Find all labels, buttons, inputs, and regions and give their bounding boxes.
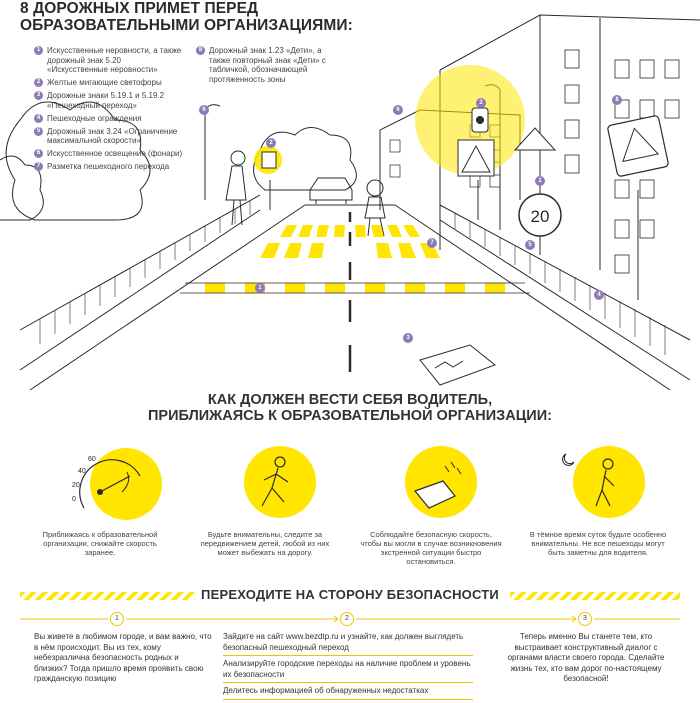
item-text: Пешеходные ограждения [47,113,142,123]
list-item [34,114,184,124]
action-item [223,686,473,700]
marker-3-badge: 3 [403,333,413,343]
item-number: 5 [34,127,43,136]
speed-limit-sign-text: 20 [530,207,550,226]
marker-5-badge: 5 [525,240,535,250]
item-text: Искусственные неровности, а также дорожный знак 5.20 «Искусственные неровности» [47,46,182,74]
driver-tip-2: Будьте внимательны, следите за передвижением детей, любой из них может выбежать на дорогу. [200,530,330,557]
speed-tick-0: 0 [72,496,76,503]
item-number: 3 [34,91,43,100]
driver-tip-1: Приближаясь к образовательной организации, снижайте скорость заранее. [42,530,158,557]
list-item [196,46,328,84]
driver-heading [0,392,700,424]
page-title [20,0,353,34]
speed-tick-20: 20 [72,482,80,489]
step-1-badge: 1 [110,612,124,626]
step-3-badge: 3 [578,612,592,626]
marker-2-badge: 2 [266,138,276,148]
marker-8-badge: 8 [612,95,622,105]
title-line-2: ОБРАЗОВАТЕЛЬНЫМИ ОРГАНИЗАЦИЯМИ: [20,17,353,34]
item-number: 1 [34,46,43,55]
marker-4-badge: 4 [594,290,604,300]
item-text: Разметка пешеходного перехода [47,162,170,171]
list-item [34,46,184,75]
item-number: 4 [34,114,43,123]
item-number: 7 [34,162,43,171]
action-item [223,659,473,683]
action-item-text: Делитесь информацией об обнаруженных недостатках [223,686,429,695]
steps-row [20,612,680,626]
call-to-action-text: Вы живете в любимом городе, и вам важно, что в нём происходит. Вы из тех, кому небезразлична безопасность родных и близких? Тогда пришло время проявить свою гражданскую позицию [34,632,212,683]
item-number: 8 [196,46,205,55]
list-item [34,91,184,110]
list-item [34,162,184,172]
brake-pedal-icon [385,446,495,521]
marker-7-badge: 7 [427,238,437,248]
list-item [34,78,184,88]
item-number: 6 [34,149,43,158]
action-item-text: Анализируйте городские переходы на наличие проблем и уровень их безопасности [223,659,471,679]
running-child-icon [222,446,332,521]
driver-heading-line-2: ПРИБЛИЖАЯСЬ К ОБРАЗОВАТЕЛЬНОЙ ОРГАНИЗАЦИИ: [148,408,552,424]
marker-6b-badge: 6 [393,105,403,115]
marker-1b-badge: 1 [535,176,545,186]
driver-tip-4: В тёмное время суток будьте особенно внимательны. Не все пешеходы могут быть заметны для водителя. [529,530,667,557]
list-item [34,149,184,159]
actions-list [223,632,473,703]
conclusion-text: Теперь именно Вы станете тем, кто выстраивает конструктивный диалог с органами власти своего города. Сделайте жизнь тех, кто вам дорог по-настоящему безопасной! [507,632,665,683]
crossing-heading: ПЕРЕХОДИТЕ НА СТОРОНУ БЕЗОПАСНОСТИ [201,587,499,602]
step-2-badge: 2 [340,612,354,626]
item-text: Дорожные знаки 5.19.1 и 5.19.2 «Пешеходный переход» [47,91,165,110]
action-item-text: Зайдите на сайт www.bezdtp.ru и узнайте, как должен выглядеть безопасный пешеходный переход [223,632,464,652]
action-item [223,632,473,656]
driver-heading-line-1: КАК ДОЛЖЕН ВЕСТИ СЕБЯ ВОДИТЕЛЬ, [207,392,493,408]
item-text: Искусственное освещение (фонари) [47,149,183,158]
speedometer-icon [60,446,170,521]
sign-8-note [196,46,328,88]
item-text: Желтые мигающие светофоры [47,78,162,87]
night-pedestrian-icon [548,446,658,521]
driver-tip-3: Соблюдайте безопасную скорость, чтобы вы могли в случае возникновения экстренной ситуации быстро остановиться. [360,530,502,566]
item-text: Дорожный знак 3.24 «Ограничение максимальной скорости» [47,126,178,145]
marker-6-badge: 6 [199,105,209,115]
item-number: 2 [34,78,43,87]
speed-tick-60: 60 [88,456,96,463]
marker-2b-badge: 2 [476,98,486,108]
title-line-1: 8 ДОРОЖНЫХ ПРИМЕТ ПЕРЕД [20,0,259,17]
list-item [34,127,184,146]
signs-list [34,46,184,175]
marker-1-badge: 1 [255,283,265,293]
speed-tick-40: 40 [78,468,86,475]
item-text: Дорожный знак 1.23 «Дети», а также повторный знак «Дети» с табличкой, обозначающей протяженность зоны [209,46,326,84]
